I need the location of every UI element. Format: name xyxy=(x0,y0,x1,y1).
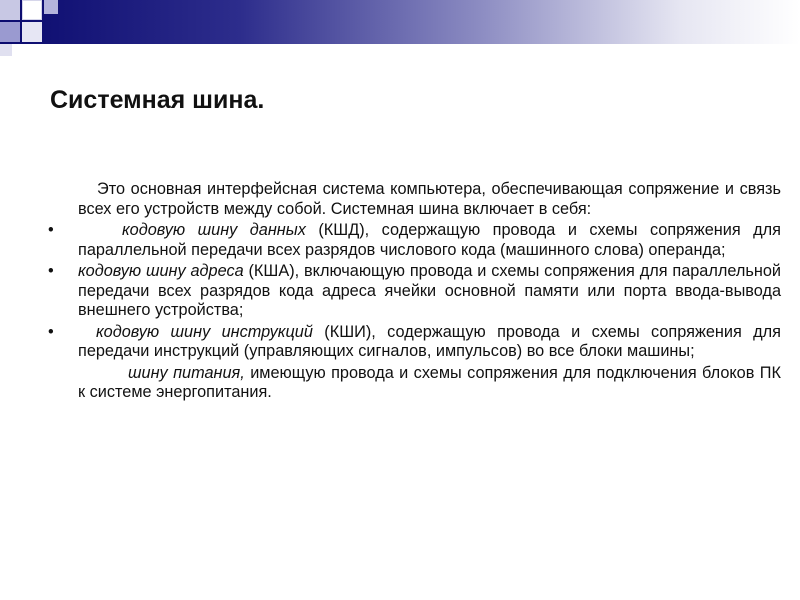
item-text: (КШД), содержащую провода и схемы сопряжения для параллельной передачи всех разрядов числового кода (машинного слова) операнда; xyxy=(78,221,781,259)
item-term: шину питания, xyxy=(128,363,245,382)
header-bar xyxy=(0,0,800,44)
list-item xyxy=(44,323,781,362)
item-text: (КША), включающую провода и схемы сопряжения для параллельной передачи всех разрядов кода адреса ячейки основной памяти или порта ввода-вывода внешнего устройства; xyxy=(78,262,781,319)
bullet-icon: • xyxy=(48,322,54,341)
decor-square xyxy=(0,22,20,42)
list-item xyxy=(44,262,781,321)
item-term: кодовую шину данных xyxy=(122,221,306,239)
item-term: кодовую шину адреса xyxy=(78,262,244,280)
intro-paragraph: Это основная интерфейсная система компьютера, обеспечивающая сопряжение и связь всех его устройств между собой. Системная шина включает в себя: xyxy=(78,180,781,218)
item-text: имеющую провода и схемы сопряжения для подключения блоков ПК к системе энергопитания. xyxy=(78,363,781,401)
slide-content xyxy=(44,180,781,405)
slide-title: Системная шина. xyxy=(50,86,265,114)
bullet-icon: • xyxy=(48,221,54,239)
decor-square xyxy=(0,44,12,56)
item-text: (КШИ), содержащую провода и схемы сопряжения для передачи инструкций (управляющих сигналов, импульсов) во все блоки машины; xyxy=(78,322,782,360)
decor-square xyxy=(44,0,58,14)
decor-square xyxy=(22,22,42,42)
decor-square xyxy=(22,0,42,20)
list-item xyxy=(44,221,781,260)
bullet-icon: • xyxy=(48,262,54,280)
list-item xyxy=(44,364,781,403)
decor-square xyxy=(0,0,20,20)
item-term: кодовую шину инструкций xyxy=(96,322,313,341)
